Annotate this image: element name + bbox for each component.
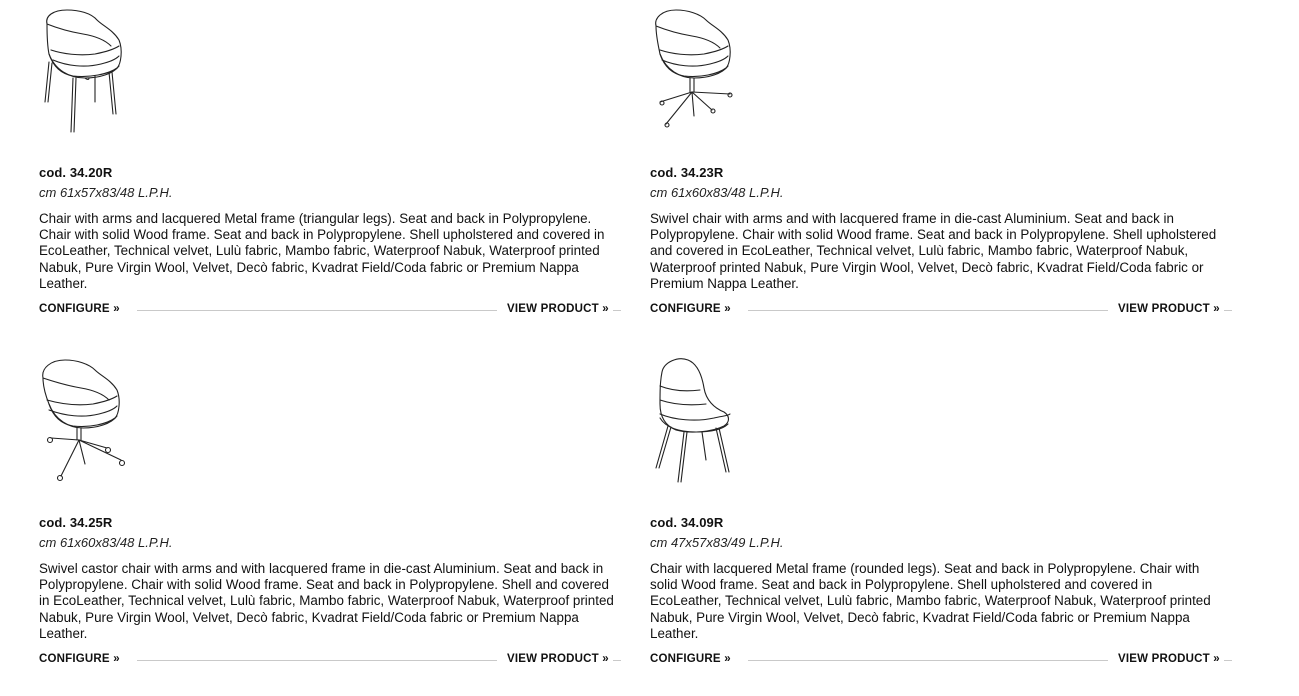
chair-rounded-legs-icon[interactable] bbox=[650, 356, 770, 486]
castor-armchair-icon[interactable] bbox=[39, 356, 159, 486]
product-description: Swivel castor chair with arms and with lacquered frame in die-cast Aluminium. Seat and back in Polypropylene. Chair with solid Wood frame. Seat and back in Polypropylene. Shell and covered in EcoLeather, Technical velvet, Lulù fabric, Mambo fabric, Waterproof Nabuk, Waterproof printed Nabuk, Pure Virgin Wool, Velvet, Decò fabric, Kvadrat Field/Coda fabric or Premium Nappa Leather. bbox=[39, 561, 614, 641]
product-card bbox=[39, 356, 619, 665]
product-card bbox=[39, 6, 619, 315]
divider bbox=[613, 310, 621, 311]
divider bbox=[613, 660, 621, 661]
configure-link[interactable]: CONFIGURE » bbox=[650, 653, 731, 665]
divider bbox=[1224, 660, 1232, 661]
product-description: Chair with lacquered Metal frame (rounded legs). Seat and back in Polypropylene. Chair with solid Wood frame. Seat and back in Polypropylene. Shell upholstered and covered in EcoLeather, Technical velvet, Lulù fabric, Mambo fabric, Waterproof Nabuk, Waterproof printed Nabuk, Pure Virgin Wool, Velvet, Decò fabric, Kvadrat Field/Coda fabric or Premium Nappa Leather. bbox=[650, 561, 1211, 641]
product-card bbox=[650, 6, 1230, 315]
product-dimensions: cm 61x57x83/48 L.P.H. bbox=[39, 185, 173, 200]
product-code: cod. 34.20R bbox=[39, 165, 113, 180]
configure-link[interactable]: CONFIGURE » bbox=[650, 303, 731, 315]
product-description: Chair with arms and lacquered Metal frame (triangular legs). Seat and back in Polypropylene. Chair with solid Wood frame. Seat and back in Polypropylene. Shell upholstered and covered in EcoLeather, Technical velvet, Lulù fabric, Mambo fabric, Waterproof Nabuk, Waterproof printed Nabuk, Pure Virgin Wool, Velvet, Decò fabric, Kvadrat Field/Coda fabric or Premium Nappa Leather. bbox=[39, 211, 605, 291]
view-product-link[interactable]: VIEW PRODUCT » bbox=[507, 653, 609, 665]
divider bbox=[137, 310, 497, 311]
view-product-link[interactable]: VIEW PRODUCT » bbox=[1118, 303, 1220, 315]
product-code: cod. 34.23R bbox=[650, 165, 724, 180]
product-dimensions: cm 47x57x83/49 L.P.H. bbox=[650, 535, 784, 550]
configure-link[interactable]: CONFIGURE » bbox=[39, 653, 120, 665]
view-product-link[interactable]: VIEW PRODUCT » bbox=[1118, 653, 1220, 665]
view-product-link[interactable]: VIEW PRODUCT » bbox=[507, 303, 609, 315]
product-description: Swivel chair with arms and with lacquered frame in die-cast Aluminium. Seat and back in Polypropylene. Chair with solid Wood frame. Seat and back in Polypropylene. Shell upholstered and covered in EcoLeather, Technical velvet, Lulù fabric, Mambo fabric, Waterproof Nabuk, Waterproof printed Nabuk, Pure Virgin Wool, Velvet, Decò fabric, Kvadrat Field/Coda fabric or Premium Nappa Leather. bbox=[650, 211, 1217, 291]
product-code: cod. 34.25R bbox=[39, 515, 113, 530]
product-actions bbox=[39, 303, 619, 317]
divider bbox=[1224, 310, 1232, 311]
armchair-triangular-legs-icon[interactable] bbox=[39, 6, 159, 136]
configure-link[interactable]: CONFIGURE » bbox=[39, 303, 120, 315]
product-actions bbox=[650, 653, 1230, 667]
product-dimensions: cm 61x60x83/48 L.P.H. bbox=[650, 185, 784, 200]
divider bbox=[748, 660, 1108, 661]
product-actions bbox=[39, 653, 619, 667]
divider bbox=[137, 660, 497, 661]
product-actions bbox=[650, 303, 1230, 317]
product-dimensions: cm 61x60x83/48 L.P.H. bbox=[39, 535, 173, 550]
product-card bbox=[650, 356, 1230, 665]
divider bbox=[748, 310, 1108, 311]
product-code: cod. 34.09R bbox=[650, 515, 724, 530]
swivel-armchair-icon[interactable] bbox=[650, 6, 770, 136]
